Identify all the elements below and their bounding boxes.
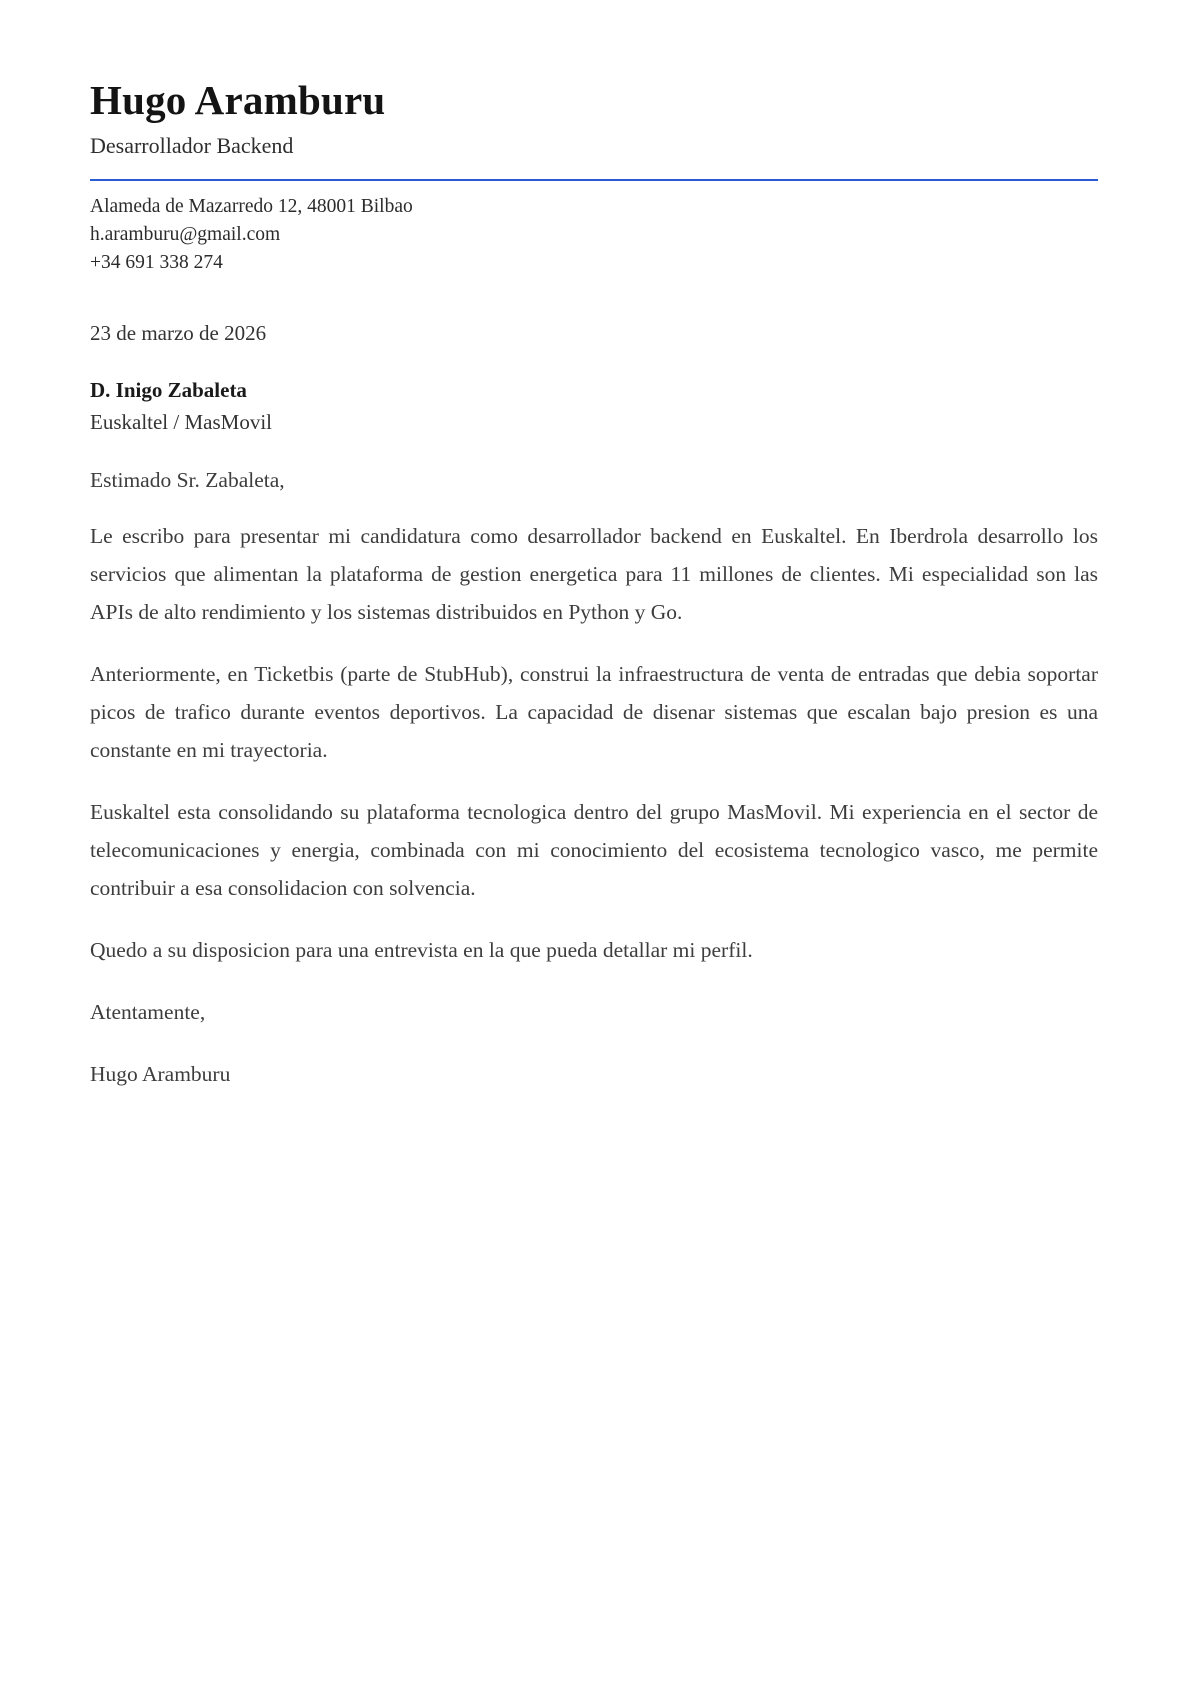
recipient-block	[90, 374, 1098, 438]
recipient-name: D. Inigo Zabaleta	[90, 378, 247, 403]
closing: Atentamente,	[90, 1000, 206, 1025]
applicant-job-title: Desarrollador Backend	[90, 133, 294, 159]
applicant-name: Hugo Aramburu	[90, 77, 386, 123]
signature: Hugo Aramburu	[90, 1062, 231, 1087]
salutation: Estimado Sr. Zabaleta,	[90, 468, 285, 493]
letter-header	[90, 78, 1098, 181]
contact-address: Alameda de Mazarredo 12, 48001 Bilbao	[90, 196, 413, 218]
body-paragraph: Le escribo para presentar mi candidatura como desarrollador backend en Euskaltel. En Iberdrola desarrollo los servicios que alimentan la plataforma de gestion energetica para 11 millones de clientes. Mi especialidad son las APIs de alto rendimiento y los sistemas distribuidos en Python y Go.	[90, 524, 1098, 625]
header-divider	[90, 179, 1098, 181]
contact-block	[90, 193, 1098, 277]
body-paragraph: Euskaltel esta consolidando su plataforma tecnologica dentro del grupo MasMovil. Mi experiencia en el sector de telecomunicaciones y energia, combinada con mi conocimiento del ecosistema tecnologico vasco, me permite contribuir a esa consolidacion con solvencia.	[90, 800, 1098, 901]
body-paragraph: Quedo a su disposicion para una entrevista en la que pueda detallar mi perfil.	[90, 938, 753, 963]
contact-email: h.aramburu@gmail.com	[90, 224, 281, 246]
recipient-company: Euskaltel / MasMovil	[90, 410, 272, 435]
letter-date: 23 de marzo de 2026	[90, 321, 267, 346]
contact-phone: +34 691 338 274	[90, 252, 223, 274]
body-paragraph: Anteriormente, en Ticketbis (parte de StubHub), construi la infraestructura de venta de entradas que debia soportar picos de trafico durante eventos deportivos. La capacidad de disenar sistemas que escalan bajo presion es una constante en mi trayectoria.	[90, 662, 1098, 763]
